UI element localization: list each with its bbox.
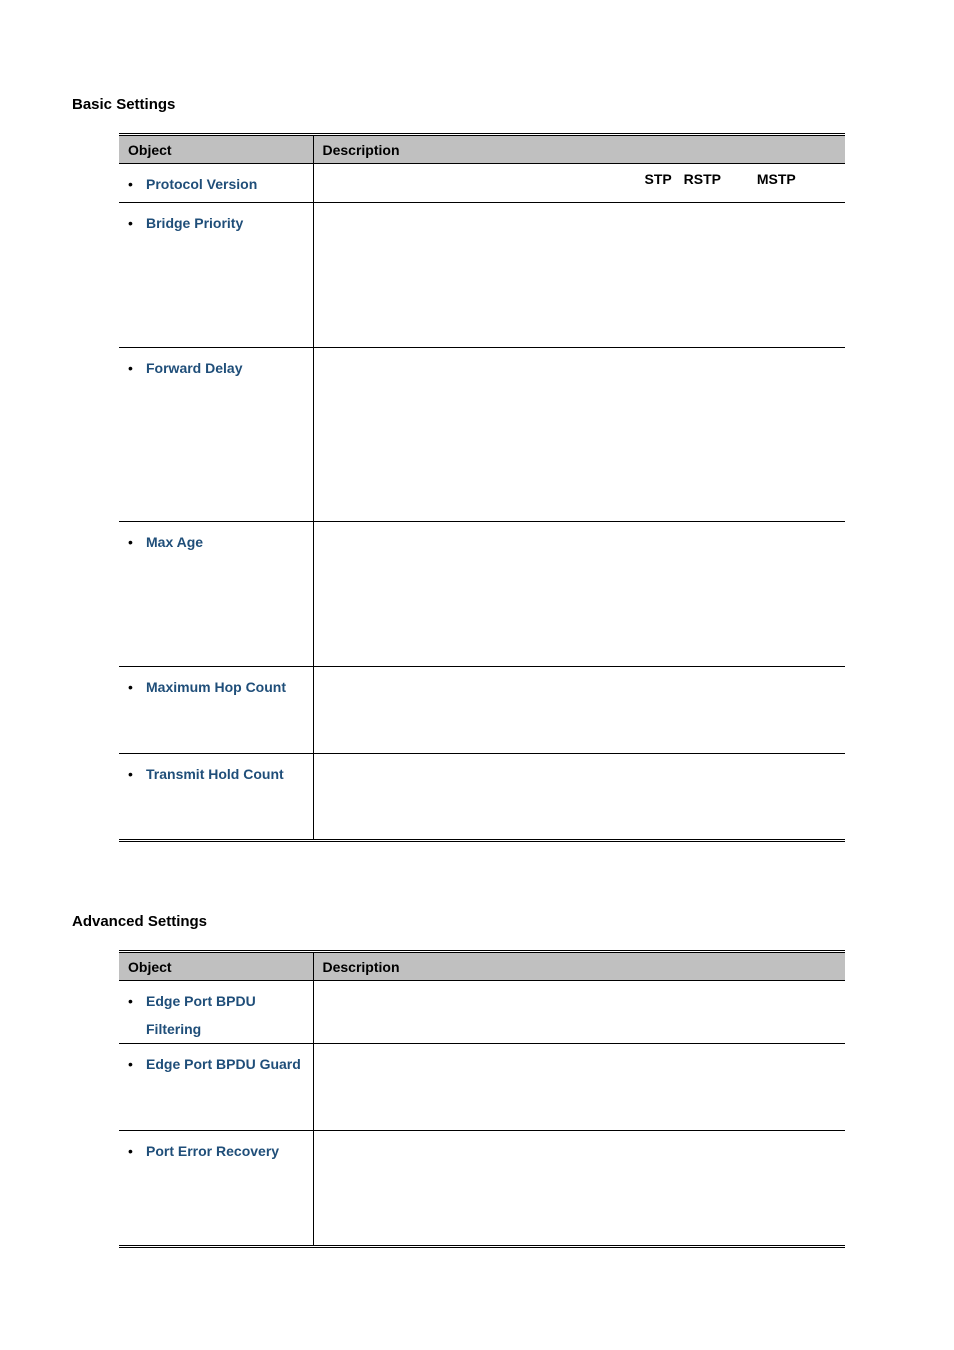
advanced-settings-title: Advanced Settings (72, 913, 208, 930)
object-max-age: Max Age (146, 534, 204, 550)
table-row (119, 667, 845, 754)
table-header-row (119, 952, 845, 981)
description-cell (313, 1131, 845, 1247)
table-row (119, 164, 845, 203)
object-transmit-hold-count: Transmit Hold Count (146, 766, 284, 782)
table-row (119, 981, 845, 1044)
description-cell (313, 164, 845, 203)
table-header-row (119, 135, 845, 164)
object-name-line-1: Edge Port BPDU (146, 993, 256, 1009)
bullet-icon: • (128, 1143, 133, 1159)
object-column-header: Object (119, 952, 313, 981)
bullet-icon: • (128, 176, 133, 192)
bullet-icon: • (128, 1056, 133, 1072)
bullet-icon: • (128, 993, 133, 1009)
description-cell (313, 754, 845, 841)
table-row (119, 348, 845, 522)
description-cell (313, 348, 845, 522)
object-forward-delay: Forward Delay (146, 360, 243, 376)
bullet-icon: • (128, 215, 133, 231)
object-protocol-version: Protocol Version (146, 176, 258, 192)
basic-settings-title: Basic Settings (72, 96, 176, 113)
object-column-header: Object (119, 135, 313, 164)
description-column-header: Description (313, 952, 845, 981)
option-rstp: RSTP (683, 171, 721, 187)
description-cell (313, 981, 845, 1044)
protocol-options (645, 171, 796, 187)
object-edge-port-bpdu-guard: Edge Port BPDU Guard (146, 1056, 301, 1072)
option-stp: STP (644, 171, 672, 187)
bullet-icon: • (128, 360, 133, 376)
description-cell (313, 1044, 845, 1131)
object-name-line-2: Filtering (146, 1021, 202, 1037)
object-maximum-hop-count: Maximum Hop Count (146, 679, 286, 695)
bullet-icon: • (128, 534, 133, 550)
description-cell (313, 667, 845, 754)
bullet-icon: • (128, 766, 133, 782)
table-row (119, 1044, 845, 1131)
advanced-settings-table (119, 950, 845, 1248)
object-bridge-priority: Bridge Priority (146, 215, 244, 231)
object-edge-port-bpdu-filtering (146, 987, 307, 1043)
table-row (119, 522, 845, 667)
description-cell (313, 203, 845, 348)
table-row (119, 203, 845, 348)
description-cell (313, 522, 845, 667)
table-row (119, 754, 845, 841)
option-mstp: MSTP (756, 171, 796, 187)
object-port-error-recovery: Port Error Recovery (146, 1143, 280, 1159)
description-column-header: Description (313, 135, 845, 164)
basic-settings-table (119, 133, 845, 842)
bullet-icon: • (128, 679, 133, 695)
table-row (119, 1131, 845, 1247)
